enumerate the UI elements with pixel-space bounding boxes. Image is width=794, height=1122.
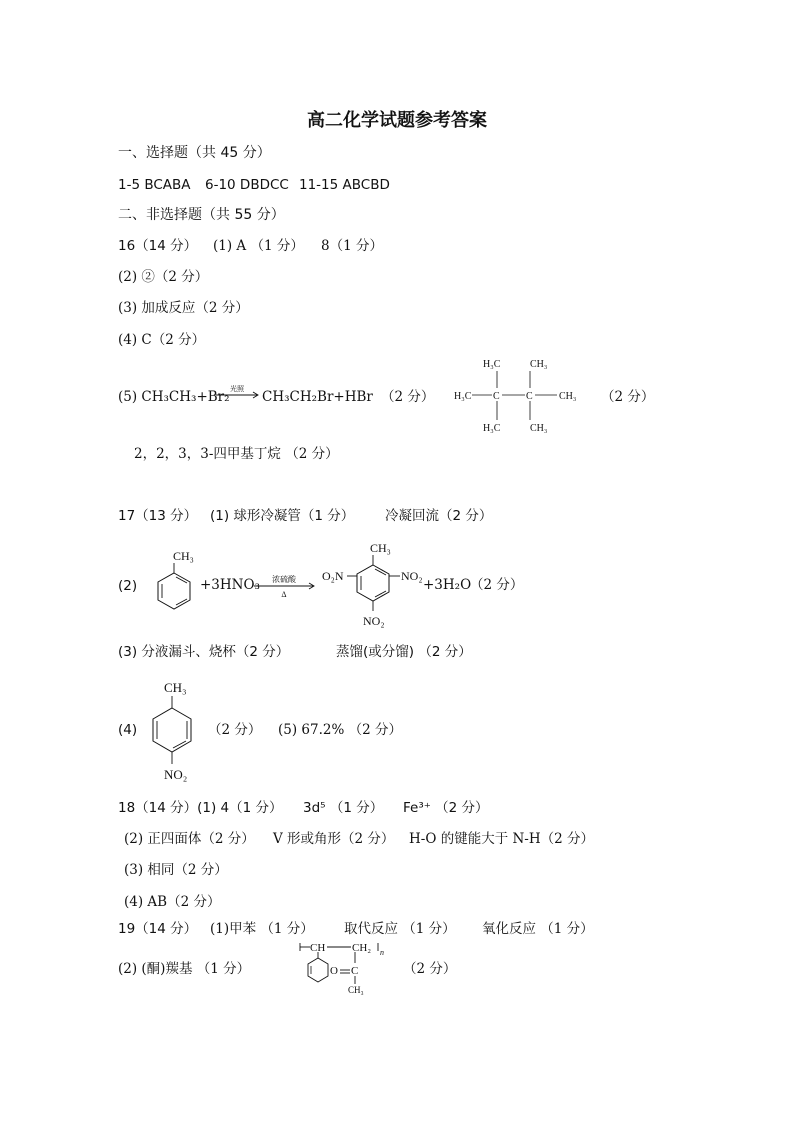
q18-heading: 18（14 分）(1) 4（1 分） [118, 800, 283, 816]
svg-text:CH₃: CH₃ [530, 359, 548, 370]
toluene-structure [145, 545, 205, 620]
q17-heading: 17（13 分） [118, 508, 198, 524]
svg-text:O₂N: O₂N [322, 569, 344, 583]
polymer-structure [296, 938, 396, 998]
svg-text:CH: CH [310, 942, 326, 954]
q18-ion: Fe³⁺ （2 分） [403, 800, 489, 816]
svg-text:C: C [493, 391, 500, 402]
q17-part4-score: （2 分） [208, 722, 262, 738]
svg-text:NO₂: NO₂ [401, 569, 423, 583]
q17-part1b: 冷凝回流（2 分） [385, 508, 493, 524]
q16-part1a: (1) A （1 分） [213, 238, 304, 254]
q16-p5-arrow [214, 383, 260, 403]
svg-text:NO₂: NO₂ [363, 614, 385, 628]
q18-part2c: H-O 的键能大于 N-H（2 分） [409, 831, 595, 847]
q17-part2-label: (2) [118, 578, 138, 594]
q16-part2: (2) ②（2 分） [118, 269, 209, 285]
q17-water: +3H₂O [423, 577, 472, 593]
answer-group-2: 6-10 DBDCC [205, 177, 289, 193]
svg-text:CH₂: CH₂ [352, 942, 372, 954]
section1-heading: 一、选择题（共 45 分） [118, 145, 271, 161]
answer-group-1: 1-5 BCABA [118, 177, 191, 193]
q17-reaction-arrow [252, 573, 318, 601]
q16-part4: (4) C（2 分） [118, 332, 206, 348]
svg-text:C: C [526, 391, 533, 402]
q17-reagent: +3HNO₃ [200, 577, 260, 593]
q16-p5-reactants: (5) CH₃CH₃+Br₂ [118, 389, 230, 405]
section2-heading: 二、非选择题（共 55 分） [118, 207, 285, 223]
q17-condition-top: 浓硫酸 [272, 575, 296, 584]
tetramethylbutane-structure [450, 354, 590, 436]
q17-part2-score: （2 分） [470, 577, 524, 593]
q19-part1b: 取代反应 （1 分） [344, 921, 456, 937]
svg-text:CH₃: CH₃ [559, 391, 577, 402]
q16-p5-score2: （2 分） [601, 389, 655, 405]
q17-condition-bottom: Δ [281, 590, 287, 599]
q19-part2: (2) (酮)羰基 （1 分） [118, 961, 251, 977]
q17-part3: (3) 分液漏斗、烧杯（2 分） [118, 644, 290, 660]
q18-part4: (4) AB（2 分） [124, 894, 221, 910]
q17-part4-label: (4) [118, 722, 138, 738]
svg-text:CH₃: CH₃ [164, 680, 187, 695]
q19-part2-score: （2 分） [403, 961, 457, 977]
q16-p5-products: CH₃CH₂Br+HBr [262, 389, 373, 405]
svg-text:H₃C: H₃C [454, 391, 472, 402]
svg-text:C: C [351, 965, 359, 977]
q16-part1b: 8（1 分） [321, 238, 383, 254]
q18-part3: (3) 相同（2 分） [124, 862, 228, 878]
q18-electron-config: 3d⁵ （1 分） [303, 800, 384, 816]
q17-part5: (5) 67.2% （2 分） [278, 722, 402, 738]
svg-text:H₃C: H₃C [483, 359, 501, 370]
q16-p5-condition: 光照 [230, 385, 244, 393]
q19-part1c: 氧化反应 （1 分） [482, 921, 594, 937]
page-title: 高二化学试题参考答案 [307, 110, 487, 131]
q19-part1a: (1)甲苯 （1 分） [210, 921, 314, 937]
tnt-structure [320, 538, 432, 630]
svg-text:CH₃: CH₃ [173, 549, 194, 563]
q16-p5-score1: （2 分） [381, 389, 435, 405]
svg-text:NO₂: NO₂ [164, 767, 188, 782]
q16-compound-name: 2，2，3，3-四甲基丁烷 （2 分） [134, 446, 339, 462]
q17-part1: (1) 球形冷凝管（1 分） [210, 508, 355, 524]
answer-group-3: 11-15 ABCBD [299, 177, 390, 193]
svg-text:CH₃: CH₃ [370, 541, 391, 555]
q17-part3b: 蒸馏(或分馏) （2 分） [336, 644, 472, 660]
svg-text:CH₃: CH₃ [530, 423, 548, 434]
q19-heading: 19（14 分） [118, 921, 198, 937]
svg-text:H₃C: H₃C [483, 423, 501, 434]
q18-part2b: V 形或角形（2 分） [273, 831, 395, 847]
svg-text:O: O [330, 965, 338, 977]
q16-part3: (3) 加成反应（2 分） [118, 300, 249, 316]
q16-heading: 16（14 分） [118, 238, 198, 254]
svg-text:n: n [380, 948, 384, 957]
p-nitrotoluene-structure [140, 675, 210, 787]
svg-text:CH₃: CH₃ [348, 985, 364, 995]
q18-part2a: (2) 正四面体（2 分） [124, 831, 255, 847]
